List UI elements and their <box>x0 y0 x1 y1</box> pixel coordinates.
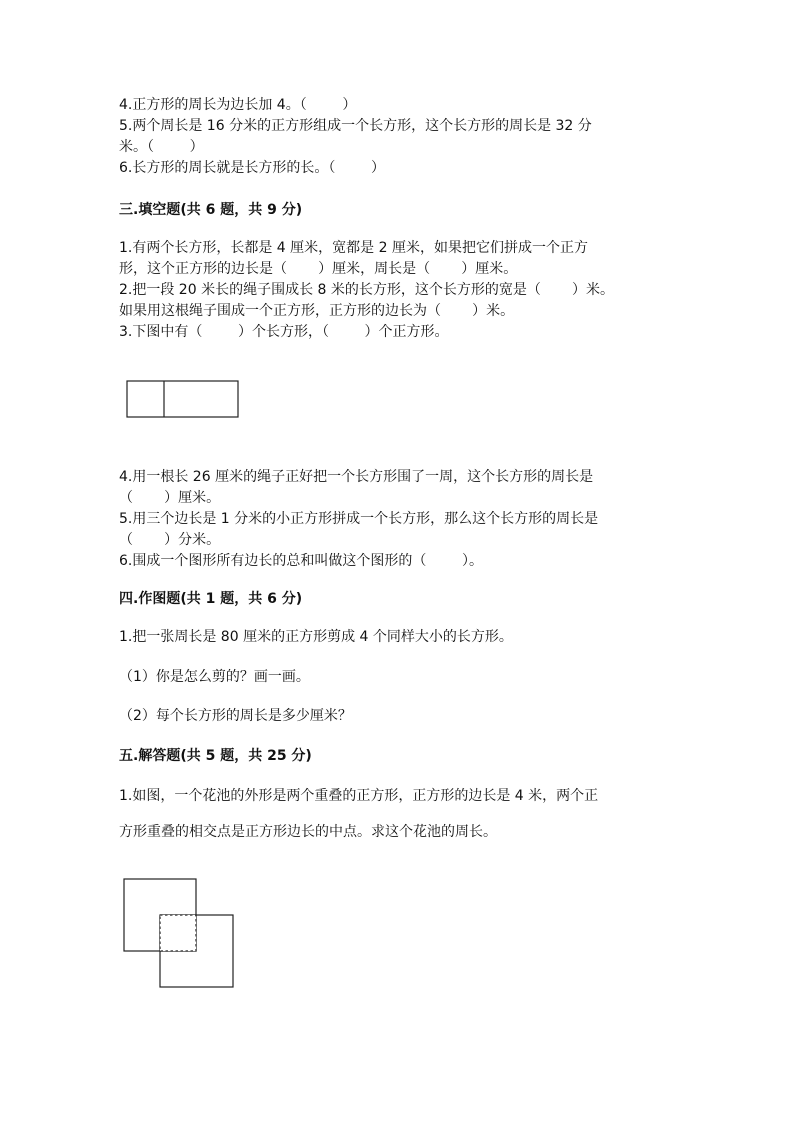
fill-q1-line1: 1.有两个长方形，长都是 4 厘米，宽都是 2 厘米，如果把它们拼成一个正方 <box>119 240 588 256</box>
judge-q5-line2: 米。（ ） <box>119 139 204 155</box>
solve-q1-line2: 方形重叠的相交点是正方形边长的中点。求这个花池的周长。 <box>119 824 497 840</box>
fill-q4-line1: 4.用一根长 26 厘米的绳子正好把一个长方形围了一周，这个长方形的周长是 <box>119 469 594 485</box>
fill-q5-line1: 5.用三个边长是 1 分米的小正方形拼成一个长方形，那么这个长方形的周长是 <box>119 511 599 527</box>
draw-q1: 1.把一张周长是 80 厘米的正方形剪成 4 个同样大小的长方形。 <box>119 629 513 645</box>
solve-q1-line1: 1.如图，一个花池的外形是两个重叠的正方形，正方形的边长是 4 米，两个正 <box>119 788 599 804</box>
rectangle-figure <box>126 380 240 420</box>
fill-q2-line2: 如果用这根绳子围成一个正方形，正方形的边长为（ ）米。 <box>119 303 515 319</box>
overlap-dashed-square <box>160 915 196 951</box>
overlapping-squares-figure <box>120 875 242 990</box>
fill-q4-line2: （ ）厘米。 <box>119 490 221 506</box>
outer-rectangle <box>127 381 238 417</box>
judge-q4: 4.正方形的周长为边长加 4。（ ） <box>119 97 357 113</box>
judge-q6: 6.长方形的周长就是长方形的长。（ ） <box>119 160 385 176</box>
draw-sub2: （2）每个长方形的周长是多少厘米？ <box>119 708 352 724</box>
fill-q1-line2: 形，这个正方形的边长是（ ）厘米，周长是（ ）厘米。 <box>119 261 518 277</box>
fill-q3: 3.下图中有（ ）个长方形，（ ）个正方形。 <box>119 324 449 340</box>
fill-q2-line1: 2.把一段 20 米长的绳子围成长 8 米的长方形，这个长方形的宽是（ ）米。 <box>119 282 615 298</box>
fill-q5-line2: （ ）分米。 <box>119 532 221 548</box>
section-heading-fill: 三.填空题(共 6 题，共 9 分) <box>119 202 303 218</box>
draw-sub1: （1）你是怎么剪的？画一画。 <box>119 669 310 685</box>
judge-q5-line1: 5.两个周长是 16 分米的正方形组成一个长方形，这个长方形的周长是 32 分 <box>119 118 592 134</box>
section-heading-draw: 四.作图题(共 1 题，共 6 分) <box>119 591 303 607</box>
section-heading-solve: 五.解答题(共 5 题，共 25 分) <box>119 748 312 764</box>
fill-q6: 6.围成一个图形所有边长的总和叫做这个图形的（ ）。 <box>119 553 483 569</box>
